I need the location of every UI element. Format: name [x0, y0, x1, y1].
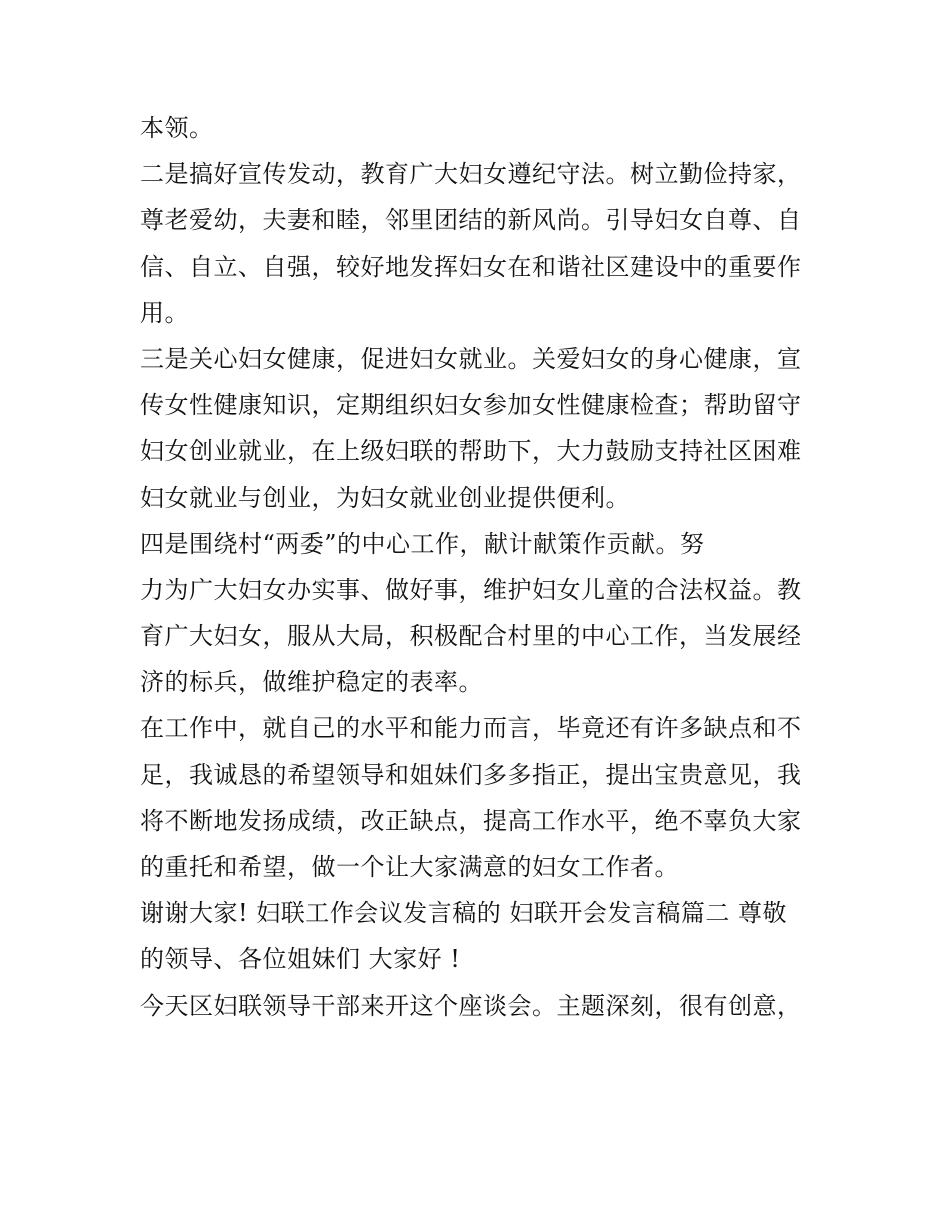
- text-line: 的领导、各位姐妹们 大家好 !: [140, 945, 461, 974]
- text-line: 妇女就业与创业，为妇女就业创业提供便利。: [140, 483, 630, 512]
- text-line: 四是围绕村“两委”的中心工作，献计献策作贡献。努: [140, 529, 705, 558]
- text-line: 将不断地发扬成绩，改正缺点，提高工作水平，绝不辜负大家: [140, 806, 802, 835]
- text-line: 育广大妇女，服从大局，积极配合村里的中心工作，当发展经: [140, 622, 802, 651]
- text-line: 用。: [140, 298, 189, 327]
- text-line: 二是搞好宣传发动，教育广大妇女遵纪守法。树立勤俭持家，: [140, 160, 802, 189]
- text-line: 妇女创业就业，在上级妇联的帮助下，大力鼓励支持社区困难: [140, 437, 802, 466]
- text-line: 本领。: [140, 114, 214, 142]
- document-body: [140, 105, 830, 1029]
- text-line: 传女性健康知识，定期组织妇女参加女性健康检查；帮助留守: [140, 391, 802, 420]
- text-line: 济的标兵，做维护稳定的表率。: [140, 668, 483, 697]
- text-line: 力为广大妇女办实事、做好事，维护妇女儿童的合法权益。教: [140, 575, 802, 604]
- text-line: 足，我诚恳的希望领导和姐妹们多多指正，提出宝贵意见，我: [140, 760, 802, 789]
- text-line: 谢谢大家! 妇联工作会议发言稿的 妇联开会发言稿篇二 尊敬: [140, 899, 788, 928]
- text-line: 三是关心妇女健康，促进妇女就业。关爱妇女的身心健康，宣: [140, 344, 802, 373]
- text-line: 尊老爱幼，夫妻和睦，邻里团结的新风尚。引导妇女自尊、自: [140, 206, 802, 235]
- text-line: 信、自立、自强，较好地发挥妇女在和谐社区建设中的重要作: [140, 252, 802, 281]
- text-line: 今天区妇联领导干部来开这个座谈会。主题深刻，很有创意，: [140, 991, 802, 1020]
- text-line: 的重托和希望，做一个让大家满意的妇女工作者。: [140, 853, 679, 881]
- text-line: 在工作中，就自己的水平和能力而言，毕竟还有许多缺点和不: [140, 714, 802, 743]
